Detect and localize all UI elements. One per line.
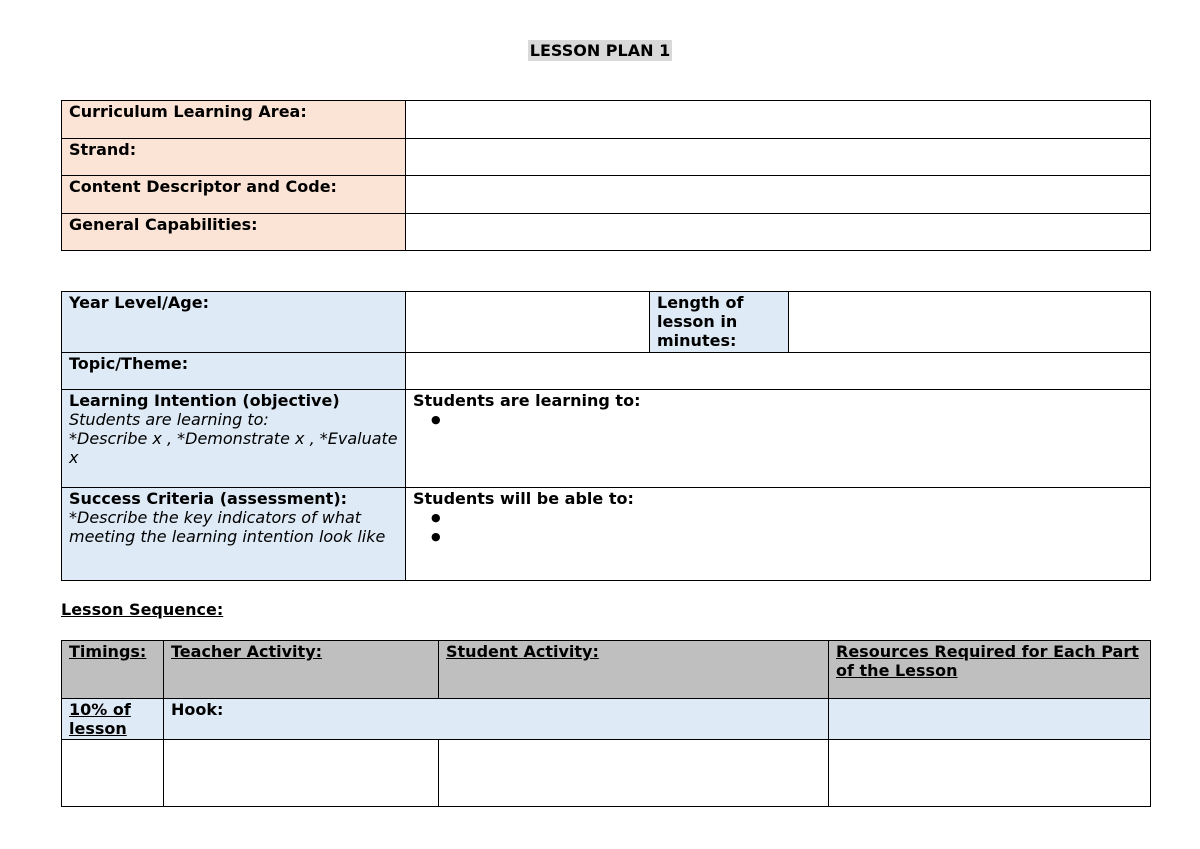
timing-cell: 10% of lesson [62,699,164,740]
year-level-cell[interactable] [406,292,650,353]
title-text: LESSON PLAN 1 [529,41,671,60]
learning-intention-hint-1: Students are learning to: [69,410,269,429]
bullet-item[interactable] [431,410,1143,429]
success-criteria-hint: *Describe the key indicators of what meeting the learning intention look like [69,508,386,546]
general-capabilities-label: General Capabilities: [62,214,406,251]
timing-input-cell[interactable] [62,740,164,807]
bullet-item[interactable] [431,508,1143,527]
student-activity-header: Student Activity: [439,641,829,699]
learning-intention-heading: Students are learning to: [413,391,641,410]
teacher-activity-header: Teacher Activity: [164,641,439,699]
topic-cell[interactable] [406,353,1151,390]
success-criteria-heading: Students will be able to: [413,489,634,508]
learning-intention-cell[interactable] [406,390,1151,488]
strand-label: Strand: [62,139,406,176]
curriculum-table [61,100,1151,251]
lesson-sequence-table [61,640,1151,807]
learning-intention-label-cell [62,390,406,488]
page-title [0,41,1200,61]
success-criteria-list [413,508,1143,546]
hook-cell: Hook: [164,699,829,740]
resources-header: Resources Required for Each Part of the Lesson [829,641,1151,699]
learning-intention-title: Learning Intention (objective) [69,391,340,410]
learning-intention-hint-2: *Describe x , *Demonstrate x , *Evaluate x [69,429,398,467]
hook-resources-cell[interactable] [829,699,1151,740]
year-level-label: Year Level/Age: [62,292,406,353]
success-criteria-title: Success Criteria (assessment): [69,489,348,508]
success-criteria-cell[interactable] [406,488,1151,581]
resources-cell[interactable] [829,740,1151,807]
bullet-item[interactable] [431,527,1143,546]
student-activity-cell[interactable] [439,740,829,807]
general-capabilities-cell[interactable] [406,214,1151,251]
curriculum-area-cell[interactable] [406,101,1151,139]
curriculum-area-label: Curriculum Learning Area: [62,101,406,139]
timings-header: Timings: [62,641,164,699]
topic-label: Topic/Theme: [62,353,406,390]
lesson-sequence-heading: Lesson Sequence: [61,600,224,619]
strand-cell[interactable] [406,139,1151,176]
success-criteria-label-cell [62,488,406,581]
content-descriptor-label: Content Descriptor and Code: [62,176,406,214]
learning-intention-list [413,410,1143,429]
lesson-length-label: Length of lesson in minutes: [650,292,789,353]
lesson-details-table [61,291,1151,581]
lesson-length-cell[interactable] [789,292,1151,353]
content-descriptor-cell[interactable] [406,176,1151,214]
teacher-activity-cell[interactable] [164,740,439,807]
